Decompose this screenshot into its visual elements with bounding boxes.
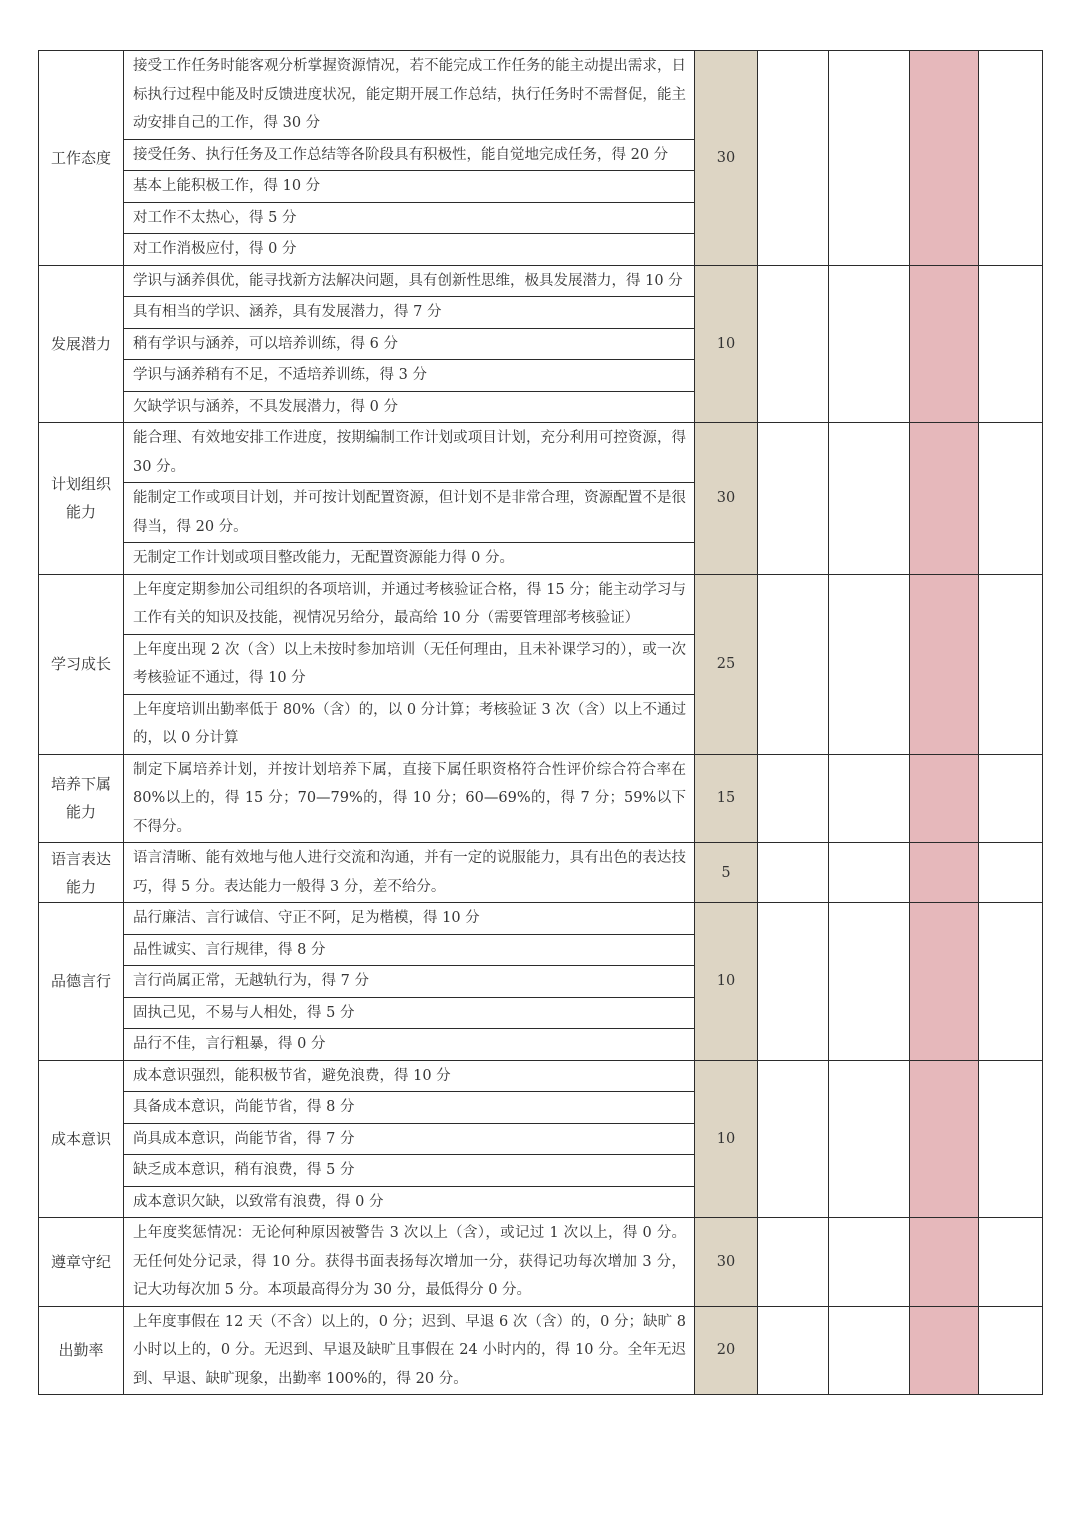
criterion-item: 成本意识欠缺，以致常有浪费，得 0 分 — [133, 1193, 384, 1210]
remark-cell[interactable] — [979, 1218, 1043, 1307]
self-score-cell[interactable] — [758, 754, 829, 843]
table-body — [39, 51, 1043, 1395]
criterion-item: 对工作消极应付，得 0 分 — [133, 241, 297, 257]
final-score-cell[interactable] — [910, 1060, 979, 1218]
reviewer-score-cell[interactable] — [829, 1218, 910, 1307]
table-row — [39, 903, 1043, 1061]
criterion-item: 成本意识强烈，能积极节省，避免浪费，得 10 分 — [124, 1061, 694, 1093]
table-row — [39, 51, 1043, 266]
max-score-cell: 30 — [695, 423, 758, 575]
criterion-item: 制定下属培养计划，并按计划培养下属，直接下属任职资格符合性评价综合符合率在 80%以上的，得 15 分；70—79%的，得 10 分；60—69%的，得 7 分；59%以下不得分。 — [133, 761, 686, 835]
reviewer-score-cell[interactable] — [829, 903, 910, 1061]
max-score-cell: 30 — [695, 1218, 758, 1307]
criterion-item: 品行不佳，言行粗暴，得 0 分 — [133, 1036, 326, 1052]
max-score-cell: 15 — [695, 754, 758, 843]
max-score-cell: 30 — [695, 51, 758, 266]
criterion-item: 缺乏成本意识，稍有浪费，得 5 分 — [124, 1155, 694, 1187]
table-row — [39, 754, 1043, 843]
remark-cell[interactable] — [979, 903, 1043, 1061]
final-score-cell[interactable] — [910, 754, 979, 843]
criteria-cell — [124, 1218, 695, 1307]
category-cell: 学习成长 — [39, 574, 124, 754]
criterion-item: 上年度事假在 12 天（不含）以上的，0 分；迟到、早退 6 次（含）的，0 分；缺旷 8 小时以上的，0 分。无迟到、早退及缺旷且事假在 24 小时内的，得 10 分。全年无迟到、早退、缺旷现象，出勤率 100%的，得 20 分。 — [133, 1313, 686, 1387]
criteria-cell — [124, 574, 695, 754]
criterion-item: 欠缺学识与涵养，不具发展潜力，得 0 分 — [133, 398, 398, 415]
criterion-item: 言行尚属正常，无越轨行为，得 7 分 — [124, 966, 694, 998]
max-score-cell: 5 — [695, 843, 758, 903]
criterion-item: 上年度奖惩情况：无论何种原因被警告 3 次以上（含），或记过 1 次以上，得 0 分。无任何处分记录，得 10 分。获得书面表扬每次增加一分，获得记功每次增加 3 分，记大功每次加 5 分。本项最高得分为 30 分，最低得分 0 分。 — [133, 1225, 686, 1298]
max-score-cell: 10 — [695, 265, 758, 423]
table-row — [39, 1060, 1043, 1218]
final-score-cell[interactable] — [910, 574, 979, 754]
final-score-cell[interactable] — [910, 843, 979, 903]
self-score-cell[interactable] — [758, 1060, 829, 1218]
criterion-item: 学识与涵养俱优，能寻找新方法解决问题，具有创新性思维，极具发展潜力，得 10 分 — [124, 266, 694, 298]
remark-cell[interactable] — [979, 423, 1043, 575]
reviewer-score-cell[interactable] — [829, 265, 910, 423]
reviewer-score-cell[interactable] — [829, 1060, 910, 1218]
evaluation-table — [38, 50, 1043, 1395]
criteria-cell — [124, 1060, 695, 1218]
remark-cell[interactable] — [979, 1306, 1043, 1395]
final-score-cell[interactable] — [910, 423, 979, 575]
remark-cell[interactable] — [979, 843, 1043, 903]
category-cell: 遵章守纪 — [39, 1218, 124, 1307]
table-row — [39, 265, 1043, 423]
self-score-cell[interactable] — [758, 423, 829, 575]
final-score-cell[interactable] — [910, 265, 979, 423]
criterion-item: 品行廉洁、言行诚信、守正不阿，足为楷模，得 10 分 — [124, 903, 694, 935]
criteria-cell — [124, 423, 695, 575]
category-cell: 成本意识 — [39, 1060, 124, 1218]
final-score-cell[interactable] — [910, 1306, 979, 1395]
max-score-cell: 20 — [695, 1306, 758, 1395]
remark-cell[interactable] — [979, 265, 1043, 423]
category-cell: 发展潜力 — [39, 265, 124, 423]
criterion-item: 基本上能积极工作，得 10 分 — [124, 171, 694, 203]
self-score-cell[interactable] — [758, 1306, 829, 1395]
criteria-cell — [124, 903, 695, 1061]
criterion-item: 尚具成本意识，尚能节省，得 7 分 — [124, 1124, 694, 1156]
max-score-cell: 25 — [695, 574, 758, 754]
criterion-item: 接受工作任务时能客观分析掌握资源情况，若不能完成工作任务的能主动提出需求，日标执行过程中能及时反馈进度状况，能定期开展工作总结，执行任务时不需督促，能主动安排自己的工作，得 30 分 — [124, 51, 694, 140]
criteria-cell — [124, 51, 695, 266]
criteria-cell — [124, 843, 695, 903]
criterion-item: 上年度培训出勤率低于 80%（含）的，以 0 分计算；考核验证 3 次（含）以上不通过的，以 0 分计算 — [133, 701, 686, 746]
self-score-cell[interactable] — [758, 843, 829, 903]
table-row — [39, 1218, 1043, 1307]
category-cell: 计划组织能力 — [39, 423, 124, 575]
criterion-item: 能合理、有效地安排工作进度，按期编制工作计划或项目计划，充分利用可控资源，得 30 分。 — [124, 423, 694, 483]
criterion-item: 上年度出现 2 次（含）以上未按时参加培训（无任何理由，且未补课学习的），或一次考核验证不通过，得 10 分 — [124, 635, 694, 695]
remark-cell[interactable] — [979, 51, 1043, 266]
criterion-item: 品性诚实、言行规律，得 8 分 — [124, 935, 694, 967]
reviewer-score-cell[interactable] — [829, 843, 910, 903]
max-score-cell: 10 — [695, 1060, 758, 1218]
final-score-cell[interactable] — [910, 1218, 979, 1307]
criterion-item: 对工作不太热心，得 5 分 — [124, 203, 694, 235]
table-row — [39, 843, 1043, 903]
final-score-cell[interactable] — [910, 51, 979, 266]
category-cell: 出勤率 — [39, 1306, 124, 1395]
reviewer-score-cell[interactable] — [829, 754, 910, 843]
criterion-item: 接受任务、执行任务及工作总结等各阶段具有积极性，能自觉地完成任务，得 20 分 — [124, 140, 694, 172]
criterion-item: 学识与涵养稍有不足，不适培养训练，得 3 分 — [124, 360, 694, 392]
max-score-cell: 10 — [695, 903, 758, 1061]
category-cell: 语言表达能力 — [39, 843, 124, 903]
criteria-cell — [124, 754, 695, 843]
remark-cell[interactable] — [979, 574, 1043, 754]
category-cell: 工作态度 — [39, 51, 124, 266]
criterion-item: 固执己见，不易与人相处，得 5 分 — [124, 998, 694, 1030]
criterion-item: 稍有学识与涵养，可以培养训练，得 6 分 — [124, 329, 694, 361]
category-cell: 品德言行 — [39, 903, 124, 1061]
criterion-item: 具有相当的学识、涵养，具有发展潜力，得 7 分 — [124, 297, 694, 329]
table-row — [39, 1306, 1043, 1395]
table-row — [39, 574, 1043, 754]
table-row — [39, 423, 1043, 575]
self-score-cell[interactable] — [758, 51, 829, 266]
criterion-item: 无制定工作计划或项目整改能力，无配置资源能力得 0 分。 — [133, 550, 514, 566]
self-score-cell[interactable] — [758, 1218, 829, 1307]
remark-cell[interactable] — [979, 754, 1043, 843]
remark-cell[interactable] — [979, 1060, 1043, 1218]
category-cell: 培养下属能力 — [39, 754, 124, 843]
reviewer-score-cell[interactable] — [829, 51, 910, 266]
criteria-cell — [124, 1306, 695, 1395]
final-score-cell[interactable] — [910, 903, 979, 1061]
criterion-item: 能制定工作或项目计划，并可按计划配置资源，但计划不是非常合理，资源配置不是很得当，得 20 分。 — [124, 483, 694, 543]
criteria-cell — [124, 265, 695, 423]
criterion-item: 上年度定期参加公司组织的各项培训，并通过考核验证合格，得 15 分；能主动学习与工作有关的知识及技能，视情况另给分，最高给 10 分（需要管理部考核验证） — [124, 575, 694, 635]
self-score-cell[interactable] — [758, 903, 829, 1061]
self-score-cell[interactable] — [758, 265, 829, 423]
criterion-item: 语言清晰、能有效地与他人进行交流和沟通，并有一定的说服能力，具有出色的表达技巧，得 5 分。表达能力一般得 3 分，差不给分。 — [133, 850, 686, 895]
reviewer-score-cell[interactable] — [829, 423, 910, 575]
criterion-item: 具备成本意识，尚能节省，得 8 分 — [124, 1092, 694, 1124]
reviewer-score-cell[interactable] — [829, 1306, 910, 1395]
self-score-cell[interactable] — [758, 574, 829, 754]
reviewer-score-cell[interactable] — [829, 574, 910, 754]
